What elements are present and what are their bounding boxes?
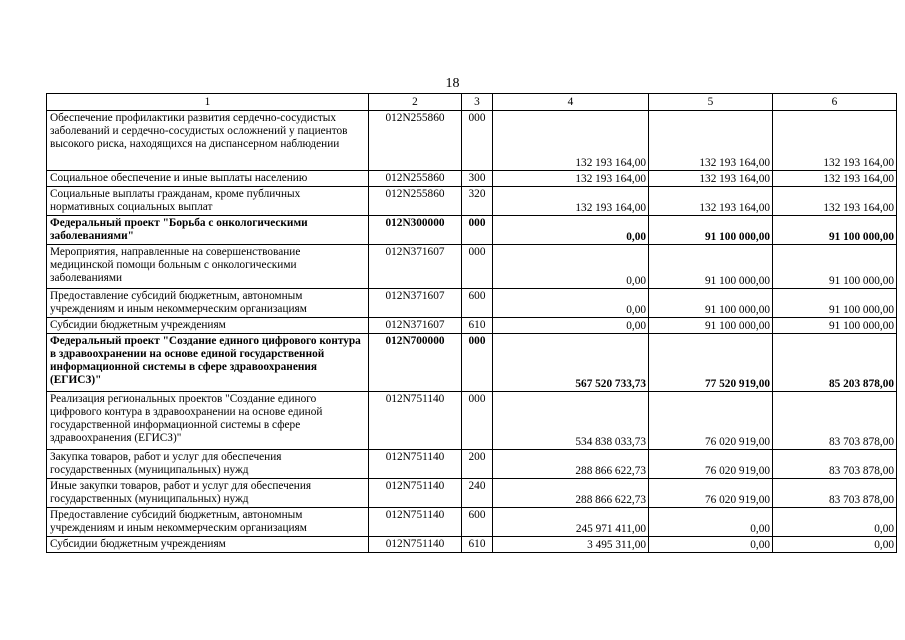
table-row xyxy=(47,318,897,334)
row-type-cell: 000 xyxy=(462,216,493,245)
row-value-col5-cell: 132 193 164,00 xyxy=(649,171,773,187)
row-type-cell: 600 xyxy=(462,508,493,537)
row-value-col5-cell: 91 100 000,00 xyxy=(649,245,773,289)
row-type-cell: 240 xyxy=(462,479,493,508)
table-row xyxy=(47,171,897,187)
row-name-cell: Реализация региональных проектов "Создание единого цифрового контура в здравоохранении на основе единой государственной информационной системы в сфере здравоохранения (ЕГИСЗ)" xyxy=(47,392,369,450)
header-cell-col6: 6 xyxy=(773,94,897,111)
row-type-cell: 000 xyxy=(462,334,493,392)
row-value-col4-cell: 245 971 411,00 xyxy=(493,508,649,537)
row-name-cell: Обеспечение профилактики развития сердечно-сосудистых заболеваний и сердечно-сосудистых осложнений у пациентов высокого риска, находящихся на диспансерном наблюдении xyxy=(47,111,369,171)
row-value-col6-cell: 0,00 xyxy=(773,537,897,553)
budget-table xyxy=(46,93,897,553)
row-name-cell: Мероприятия, направленные на совершенствование медицинской помощи больным с онкологическими заболеваниями xyxy=(47,245,369,289)
row-name-cell: Закупка товаров, работ и услуг для обеспечения государственных (муниципальных) нужд xyxy=(47,450,369,479)
row-value-col4-cell: 0,00 xyxy=(493,318,649,334)
table-row xyxy=(47,216,897,245)
table-row xyxy=(47,508,897,537)
row-value-col5-cell: 91 100 000,00 xyxy=(649,318,773,334)
row-value-col6-cell: 91 100 000,00 xyxy=(773,289,897,318)
row-type-cell: 610 xyxy=(462,318,493,334)
row-name-cell: Предоставление субсидий бюджетным, автономным учреждениям и иным некоммерческим организациям xyxy=(47,289,369,318)
row-value-col4-cell: 534 838 033,73 xyxy=(493,392,649,450)
row-name-cell: Субсидии бюджетным учреждениям xyxy=(47,537,369,553)
row-value-col5-cell: 91 100 000,00 xyxy=(649,216,773,245)
row-type-cell: 300 xyxy=(462,171,493,187)
row-code-cell: 012N255860 xyxy=(369,111,462,171)
row-value-col6-cell: 85 203 878,00 xyxy=(773,334,897,392)
row-value-col5-cell: 76 020 919,00 xyxy=(649,392,773,450)
row-code-cell: 012N751140 xyxy=(369,479,462,508)
row-value-col5-cell: 77 520 919,00 xyxy=(649,334,773,392)
row-value-col6-cell: 132 193 164,00 xyxy=(773,111,897,171)
table-row xyxy=(47,245,897,289)
table-row xyxy=(47,334,897,392)
row-name-cell: Иные закупки товаров, работ и услуг для обеспечения государственных (муниципальных) нужд xyxy=(47,479,369,508)
row-value-col6-cell: 83 703 878,00 xyxy=(773,479,897,508)
table-row xyxy=(47,450,897,479)
row-value-col4-cell: 132 193 164,00 xyxy=(493,111,649,171)
row-type-cell: 200 xyxy=(462,450,493,479)
budget-table-body xyxy=(47,94,897,553)
row-value-col4-cell: 0,00 xyxy=(493,245,649,289)
table-row xyxy=(47,289,897,318)
header-cell-col3: 3 xyxy=(462,94,493,111)
table-header-row xyxy=(47,94,897,111)
row-type-cell: 000 xyxy=(462,111,493,171)
row-code-cell: 012N371607 xyxy=(369,289,462,318)
header-cell-col5: 5 xyxy=(649,94,773,111)
row-value-col4-cell: 288 866 622,73 xyxy=(493,450,649,479)
row-name-cell: Федеральный проект "Создание единого цифрового контура в здравоохранении на основе единой государственной информационной системы в сфере здравоохранения (ЕГИСЗ)" xyxy=(47,334,369,392)
row-code-cell: 012N255860 xyxy=(369,187,462,216)
row-value-col4-cell: 132 193 164,00 xyxy=(493,171,649,187)
row-value-col5-cell: 0,00 xyxy=(649,508,773,537)
row-code-cell: 012N371607 xyxy=(369,245,462,289)
row-code-cell: 012N751140 xyxy=(369,508,462,537)
header-cell-col1: 1 xyxy=(47,94,369,111)
row-value-col4-cell: 567 520 733,73 xyxy=(493,334,649,392)
row-value-col5-cell: 76 020 919,00 xyxy=(649,450,773,479)
row-type-cell: 000 xyxy=(462,245,493,289)
row-value-col4-cell: 0,00 xyxy=(493,289,649,318)
header-cell-col2: 2 xyxy=(369,94,462,111)
row-name-cell: Субсидии бюджетным учреждениям xyxy=(47,318,369,334)
row-value-col6-cell: 132 193 164,00 xyxy=(773,171,897,187)
row-type-cell: 600 xyxy=(462,289,493,318)
row-name-cell: Социальные выплаты гражданам, кроме публичных нормативных социальных выплат xyxy=(47,187,369,216)
row-name-cell: Предоставление субсидий бюджетным, автономным учреждениям и иным некоммерческим организациям xyxy=(47,508,369,537)
row-value-col6-cell: 132 193 164,00 xyxy=(773,187,897,216)
table-row xyxy=(47,111,897,171)
row-code-cell: 012N255860 xyxy=(369,171,462,187)
row-code-cell: 012N751140 xyxy=(369,537,462,553)
table-row xyxy=(47,187,897,216)
row-type-cell: 000 xyxy=(462,392,493,450)
row-code-cell: 012N751140 xyxy=(369,392,462,450)
row-code-cell: 012N300000 xyxy=(369,216,462,245)
row-value-col6-cell: 91 100 000,00 xyxy=(773,216,897,245)
row-code-cell: 012N751140 xyxy=(369,450,462,479)
row-value-col5-cell: 0,00 xyxy=(649,537,773,553)
row-value-col6-cell: 83 703 878,00 xyxy=(773,392,897,450)
row-value-col5-cell: 91 100 000,00 xyxy=(649,289,773,318)
table-row xyxy=(47,479,897,508)
row-value-col5-cell: 76 020 919,00 xyxy=(649,479,773,508)
row-value-col6-cell: 83 703 878,00 xyxy=(773,450,897,479)
row-name-cell: Социальное обеспечение и иные выплаты населению xyxy=(47,171,369,187)
table-row xyxy=(47,392,897,450)
row-type-cell: 610 xyxy=(462,537,493,553)
row-value-col6-cell: 91 100 000,00 xyxy=(773,245,897,289)
page-number: 18 xyxy=(445,76,460,91)
row-value-col4-cell: 288 866 622,73 xyxy=(493,479,649,508)
header-cell-col4: 4 xyxy=(493,94,649,111)
row-value-col4-cell: 132 193 164,00 xyxy=(493,187,649,216)
row-value-col5-cell: 132 193 164,00 xyxy=(649,111,773,171)
row-code-cell: 012N371607 xyxy=(369,318,462,334)
row-value-col4-cell: 0,00 xyxy=(493,216,649,245)
table-row xyxy=(47,537,897,553)
row-value-col6-cell: 91 100 000,00 xyxy=(773,318,897,334)
row-type-cell: 320 xyxy=(462,187,493,216)
row-code-cell: 012N700000 xyxy=(369,334,462,392)
row-value-col5-cell: 132 193 164,00 xyxy=(649,187,773,216)
row-name-cell: Федеральный проект "Борьба с онкологическими заболеваниями" xyxy=(47,216,369,245)
row-value-col4-cell: 3 495 311,00 xyxy=(493,537,649,553)
row-value-col6-cell: 0,00 xyxy=(773,508,897,537)
